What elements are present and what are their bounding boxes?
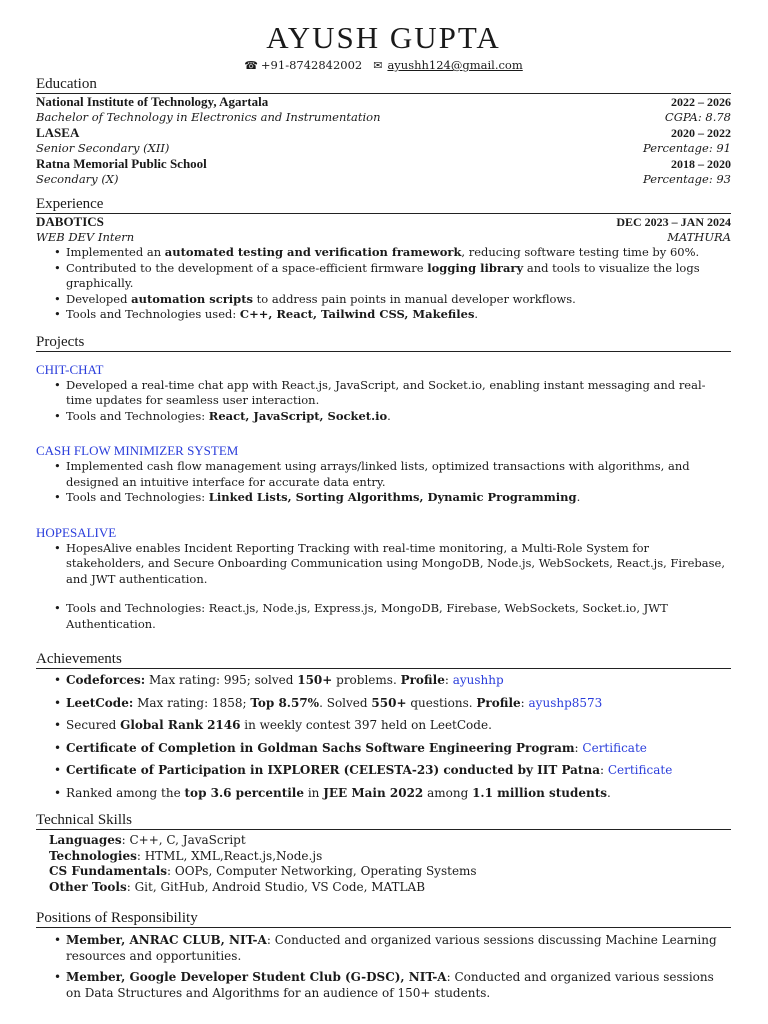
- leetcode-profile-link[interactable]: ayushp8573: [528, 695, 603, 710]
- project-item: [36, 362, 731, 425]
- skill-label: Languages: [49, 833, 122, 847]
- text: Max rating: 1858;: [133, 695, 251, 710]
- text: , reducing software testing time by 60%.: [461, 245, 700, 259]
- list-item: [66, 292, 731, 308]
- skill-row: [49, 849, 731, 865]
- skills-section: [49, 833, 731, 895]
- phone-icon: ☎: [244, 59, 258, 72]
- text: : Conducted and organized various sessions on Data Structures and Algorithms for an audience of 150+ students.: [66, 970, 714, 1000]
- list-item: [66, 261, 731, 292]
- text: Contributed to the development of a space-efficient firmware: [66, 260, 428, 275]
- text-bold: Codeforces:: [66, 673, 146, 687]
- degree: Bachelor of Technology in Electronics and Instrumentation: [36, 110, 381, 124]
- text: Ranked among the: [66, 785, 185, 800]
- skill-value: : OOPs, Computer Networking, Operating Systems: [167, 864, 477, 878]
- list-item: • Developed a real-time chat app with React.js, JavaScript, and Socket.io, enabling instant messaging and real-time updates for seamless user interaction.: [66, 378, 731, 409]
- score: CGPA: 8.78: [664, 110, 731, 124]
- candidate-name: AYUSH GUPTA: [266, 20, 501, 55]
- resume-page: [36, 0, 731, 1007]
- experience-bullets: [36, 245, 731, 323]
- text-bold: 150+: [297, 673, 333, 687]
- contact-line: [36, 58, 731, 73]
- text: Tools and Technologies:: [66, 408, 209, 423]
- skill-row: [49, 880, 731, 896]
- skill-value: : Git, GitHub, Android Studio, VS Code, MATLAB: [126, 879, 426, 894]
- text: .: [387, 408, 391, 423]
- skill-label: CS Fundamentals: [49, 864, 168, 878]
- text-bold: Certificate of Completion in Goldman Sachs Software Engineering Program: [66, 740, 575, 755]
- list-item: [66, 741, 731, 757]
- text: .: [607, 785, 611, 800]
- text-bold: LeetCode:: [66, 695, 134, 710]
- certificate-link[interactable]: Certificate: [607, 763, 673, 777]
- degree: Senior Secondary (XII): [36, 141, 170, 155]
- text-bold: 550+: [371, 695, 407, 710]
- list-item: • Implemented cash flow management using arrays/linked lists, optimized transactions with algorithms, and designed an intuitive interface for accurate data entry.: [66, 459, 731, 490]
- skill-row: [49, 833, 731, 849]
- list-item: [66, 673, 731, 689]
- text: Tools and Technologies used:: [66, 307, 240, 321]
- text: among: [423, 785, 473, 800]
- education-section: [36, 94, 731, 187]
- job-role: WEB DEV Intern: [36, 230, 135, 244]
- positions-heading: Positions of Responsibility: [36, 909, 731, 928]
- text: : Conducted and organized various sessions discussing Machine Learning resources and opportunities.: [66, 933, 717, 963]
- list-item: [66, 307, 731, 323]
- list-item: [66, 409, 731, 425]
- positions-list: [36, 933, 731, 1001]
- certificate-link[interactable]: Certificate: [582, 740, 647, 755]
- skill-row: [49, 864, 731, 880]
- text: and tools to visualize the logs graphically.: [66, 260, 700, 290]
- text-bold: C++, React, Tailwind CSS, Makefiles: [239, 307, 475, 321]
- company-name: DABOTICS: [36, 214, 104, 229]
- experience-heading: Experience: [36, 195, 731, 214]
- project-title[interactable]: CASH FLOW MINIMIZER SYSTEM: [36, 443, 239, 458]
- text: in weekly contest 397 held on LeetCode.: [240, 718, 492, 732]
- degree: Secondary (X): [36, 172, 119, 186]
- education-heading: Education: [36, 75, 731, 94]
- text: :: [574, 740, 583, 755]
- project-title[interactable]: HOPESALIVE: [36, 524, 117, 540]
- projects-section: [36, 362, 731, 633]
- list-item: [66, 970, 731, 1001]
- education-dates: 2022 – 2026: [671, 95, 731, 109]
- skill-label: Other Tools: [49, 879, 127, 894]
- text: Max rating: 995; solved: [145, 673, 298, 687]
- achievements-heading: Achievements: [36, 650, 731, 669]
- phone-number: +91-8742842002: [260, 58, 363, 72]
- text-bold: top 3.6 percentile: [184, 785, 304, 800]
- text-bold: automation scripts: [131, 291, 253, 306]
- text-bold: 1.1 million students: [472, 785, 608, 800]
- text-bold: JEE Main 2022: [323, 785, 424, 800]
- school-name: LASEA: [36, 125, 80, 140]
- education-entry: [36, 156, 731, 187]
- text-bold: logging library: [427, 260, 524, 275]
- text: . Solved: [319, 695, 372, 710]
- text: to address pain points in manual developer workflows.: [253, 291, 576, 306]
- school-name: Ratna Memorial Public School: [36, 156, 207, 171]
- skill-value: : C++, C, JavaScript: [121, 833, 246, 847]
- text: :: [599, 763, 608, 777]
- score: Percentage: 93: [643, 172, 731, 186]
- list-item: [66, 696, 731, 712]
- list-item: [66, 601, 731, 632]
- project-item: [36, 443, 731, 506]
- text-bold: Profile: [400, 673, 445, 687]
- text: questions.: [406, 695, 477, 710]
- list-item: [66, 490, 731, 506]
- text-bold: React, JavaScript, Socket.io: [208, 408, 388, 423]
- text: in: [304, 785, 324, 800]
- text: .: [474, 307, 479, 321]
- education-dates: 2018 – 2020: [671, 157, 731, 171]
- list-item: [66, 933, 731, 964]
- project-item: [36, 525, 731, 633]
- achievements-list: [36, 673, 731, 801]
- list-item: [66, 763, 731, 779]
- list-item: • HopesAlive enables Incident Reporting Tracking with real-time monitoring, a Multi-Role System for stakeholders, and Secure Onboarding Communication using MongoDB, Node.js, WebSockets, React.js, Firebase, and JWT authentication.: [66, 541, 731, 588]
- text-bold: Member, Google Developer Student Club (G-DSC), NIT-A: [66, 970, 447, 984]
- skill-label: Technologies: [49, 848, 137, 863]
- text-bold: Global Rank 2146: [120, 718, 241, 732]
- text-bold: Linked Lists, Sorting Algorithms, Dynamic Programming: [208, 490, 577, 504]
- skills-heading: Technical Skills: [36, 811, 731, 830]
- job-location: MATHURA: [667, 230, 731, 244]
- text-bold: Profile: [476, 695, 521, 710]
- experience-dates: DEC 2023 – JAN 2024: [616, 215, 731, 229]
- text: Implemented an: [66, 245, 165, 259]
- text: problems.: [332, 673, 401, 687]
- text: Developed: [66, 291, 132, 306]
- text-bold: Member, ANRAC CLUB, NIT-A: [66, 933, 267, 947]
- education-dates: 2020 – 2022: [671, 126, 731, 140]
- list-item: [66, 718, 731, 734]
- project-title[interactable]: CHIT-CHAT: [36, 361, 104, 377]
- education-entry: [36, 125, 731, 156]
- school-name: National Institute of Technology, Agartala: [36, 94, 269, 109]
- text: :: [520, 695, 529, 710]
- experience-section: [36, 214, 731, 323]
- text-bold: Top 8.57%: [250, 695, 320, 710]
- education-entry: [36, 94, 731, 125]
- text: Tools and Technologies: React.js, Node.js, Express.js, MongoDB, Firebase, WebSockets, Socket.io, JWT Authentication.: [66, 601, 668, 631]
- codeforces-profile-link[interactable]: ayushhp: [452, 673, 504, 687]
- text: .: [576, 490, 581, 504]
- projects-heading: Projects: [36, 333, 731, 352]
- text: :: [444, 673, 453, 687]
- list-item: [66, 786, 731, 802]
- text: Secured: [66, 718, 121, 732]
- email-link[interactable]: ayushh124@gmail.com: [387, 58, 523, 72]
- list-item: [66, 245, 731, 261]
- score: Percentage: 91: [643, 141, 731, 155]
- envelope-icon: ✉: [373, 59, 383, 72]
- skill-value: : HTML, XML,React.js,Node.js: [136, 848, 323, 863]
- text-bold: Certificate of Participation in IXPLORER (CELESTA-23) conducted by IIT Patna: [66, 763, 600, 777]
- text-bold: automated testing and verification framework: [164, 245, 462, 259]
- text: Tools and Technologies:: [66, 490, 209, 504]
